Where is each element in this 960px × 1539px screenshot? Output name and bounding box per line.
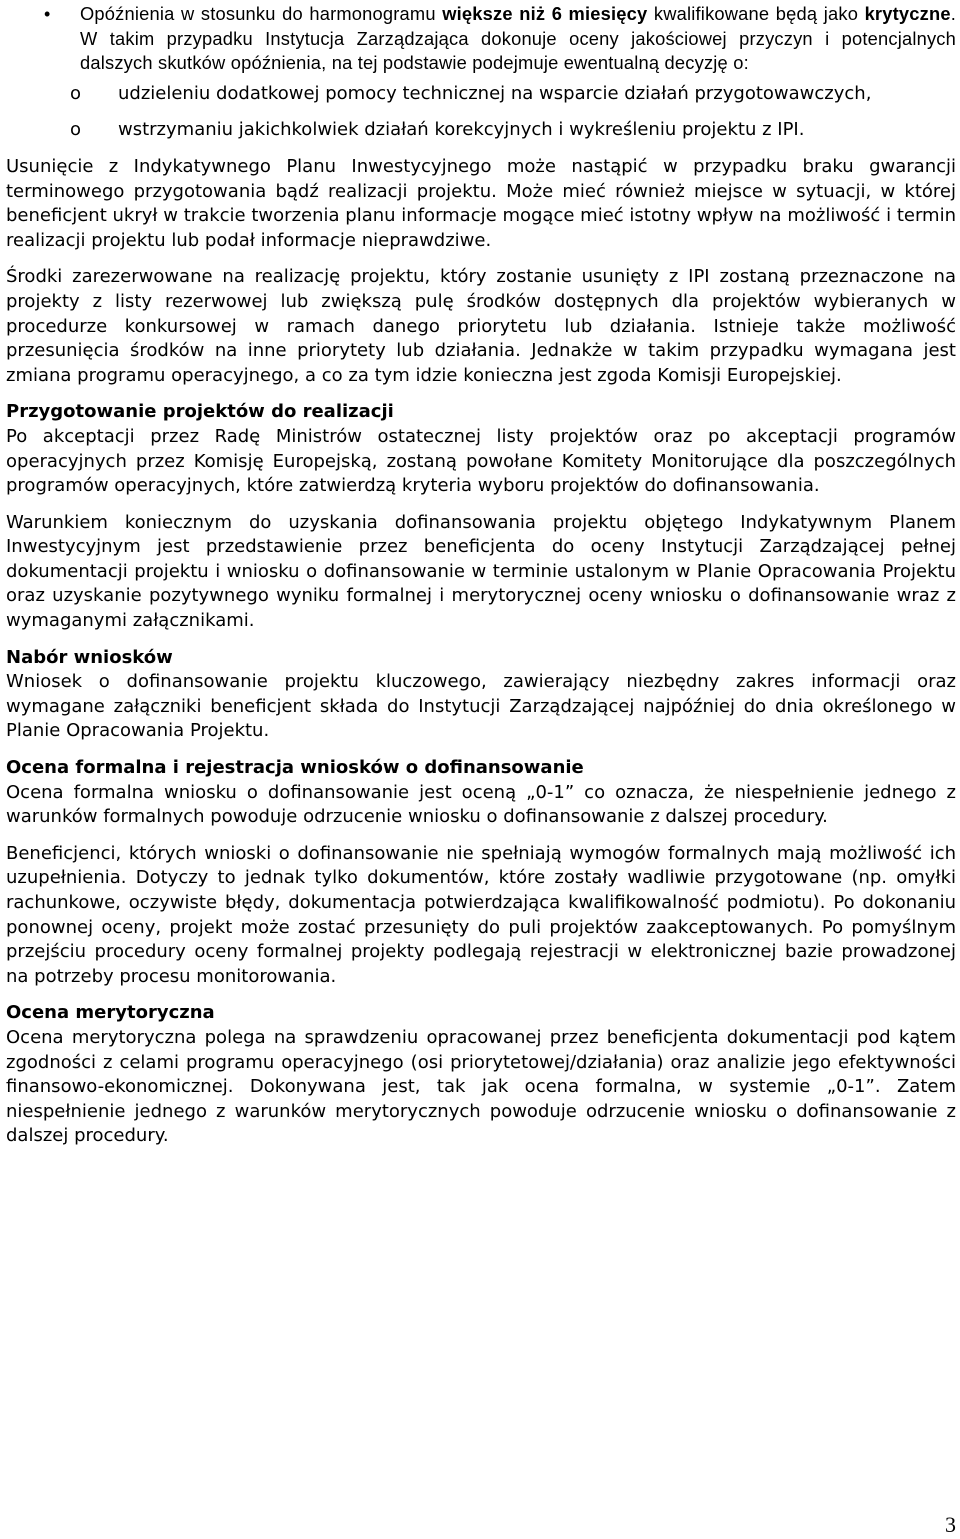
bullet-list xyxy=(6,2,956,76)
section-heading: Ocena merytoryczna xyxy=(6,1002,215,1024)
section-merit-assessment xyxy=(6,1001,956,1149)
section-formal-assessment xyxy=(6,756,956,989)
bullet-text-part1: Opóźnienia w stosunku do harmonogramu xyxy=(80,3,443,24)
bullet-text-part3: . W takim przypadku Instytucja Zarządzająca dokonuje oceny jakościowej przyczyn i potencjalnych dalszych skutków opóźnienia, na tej podstawie podejmuje ewentualną decyzję o: xyxy=(80,3,956,74)
section-preparation xyxy=(6,400,956,633)
sub-item-text: udzieleniu dodatkowej pomocy technicznej na wsparcie działań przygotowawczych, xyxy=(118,82,872,104)
bullet-bold-delay: większe niż 6 miesięcy xyxy=(442,3,648,24)
sub-marker: o xyxy=(70,119,82,141)
section-paragraph: Po akceptacji przez Radę Ministrów ostatecznej listy projektów oraz po akceptacji programów operacyjnych przez Komisję Europejską, zostaną powołane Komitety Monitorujące dla poszczególnych programów operacyjnych, które zatwierdzą kryteria wyboru projektów do dofinansowania. xyxy=(6,425,956,497)
bullet-text-part2: kwalifikowane będą jako xyxy=(647,3,865,24)
section-heading: Nabór wniosków xyxy=(6,646,173,668)
bullet-marker: • xyxy=(44,4,51,24)
bullet-bold-critical: krytyczne xyxy=(864,3,951,24)
sub-marker: o xyxy=(70,82,82,104)
bullet-item-delays xyxy=(6,2,956,76)
section-paragraph: Warunkiem koniecznym do uzyskania dofinansowania projektu objętego Indykatywnym Planem Inwestycyjnym jest przedstawienie przez beneficjenta do oceny Instytucji Zarządzającej pełnej dokumentacji projektu i wniosku o dofinansowanie w terminie ustalonym w Planie Opracowania Projektu oraz uzyskanie pozytywnego wyniku formalnej i merytorycznej oceny wniosku o dofinansowanie wraz z wymaganymi załącznikami. xyxy=(6,511,956,632)
sub-item-text: wstrzymaniu jakichkolwiek działań korekcyjnych i wykreśleniu projektu z IPI. xyxy=(118,119,805,141)
document-page xyxy=(6,2,956,1161)
section-paragraph: Wniosek o dofinansowanie projektu kluczowego, zawierający niezbędny zakres informacji oraz wymagane załączniki beneficjent składa do Instytucji Zarządzającej najpóźniej do dnia określonego w Planie Opracowania Projektu. xyxy=(6,671,956,742)
sub-item-suspension xyxy=(6,118,956,143)
paragraph-removal: Usunięcie z Indykatywnego Planu Inwestycyjnego może nastąpić w przypadku braku gwarancji terminowego przygotowania bądź realizacji projektu. Może mieć również miejsce w sytuacji, w której beneficjent ukrył w trakcie tworzenia planu informacje mogące mieć istotny wpływ na możliwość i termin realizacji projektu lub podał informacje nieprawdziwe. xyxy=(6,155,956,251)
section-paragraph: Ocena merytoryczna polega na sprawdzeniu opracowanej przez beneficjenta dokumentacji pod kątem zgodności z celami programu operacyjnego (osi priorytetowej/działania) oraz analizie jego efektywności finansowo-ekonomicznej. Dokonywana jest, tak jak ocena formalna, w systemie „0-1”. Zatem niespełnienie jednego z warunków merytorycznych powoduje odrzucenie wniosku o dofinansowanie z dalszej procedury. xyxy=(6,1026,956,1147)
section-paragraph: Ocena formalna wniosku o dofinansowanie jest oceną „0-1” co oznacza, że niespełnienie jednego z warunków formalnych powoduje odrzucenie wniosku o dofinansowanie z dalszej procedury. xyxy=(6,781,956,828)
section-heading: Ocena formalna i rejestracja wniosków o dofinansowanie xyxy=(6,757,584,779)
sub-list xyxy=(6,82,956,143)
sub-item-technical-assistance xyxy=(6,82,956,107)
section-application-intake xyxy=(6,646,956,744)
section-paragraph: Beneficjenci, których wnioski o dofinansowanie nie spełniają wymogów formalnych mają możliwość ich uzupełnienia. Dotyczy to jednak tylko dokumentów, które zostały wadliwie przygotowane (np. omyłki rachunkowe, oczywiste błędy, dokumentacja potwierdzająca kwalifikowalność podmiotu). Po dokonaniu ponownej oceny, projekt może zostać przesunięty do puli projektów zaakceptowanych. Po pomyślnym przejściu procedury oceny formalnej projekty podlegają rejestracji w elektronicznej bazie prowadzonej na potrzeby procesu monitorowania. xyxy=(6,842,956,987)
section-heading: Przygotowanie projektów do realizacji xyxy=(6,401,394,423)
paragraph-reserved-funds: Środki zarezerwowane na realizację projektu, który zostanie usunięty z IPI zostaną przeznaczone na projekty z listy rezerwowej lub zwiększą pulę środków dostępnych dla projektów wybieranych w procedurze konkursowej w ramach danego priorytetu lub działania. Istnieje także możliwość przesunięcia środków na inne priorytety lub działania. Jednakże w takim przypadku wymagana jest zmiana programu operacyjnego, a co za tym idzie konieczna jest zgoda Komisji Europejskiej. xyxy=(6,266,956,386)
page-number: 3 xyxy=(945,1512,956,1537)
